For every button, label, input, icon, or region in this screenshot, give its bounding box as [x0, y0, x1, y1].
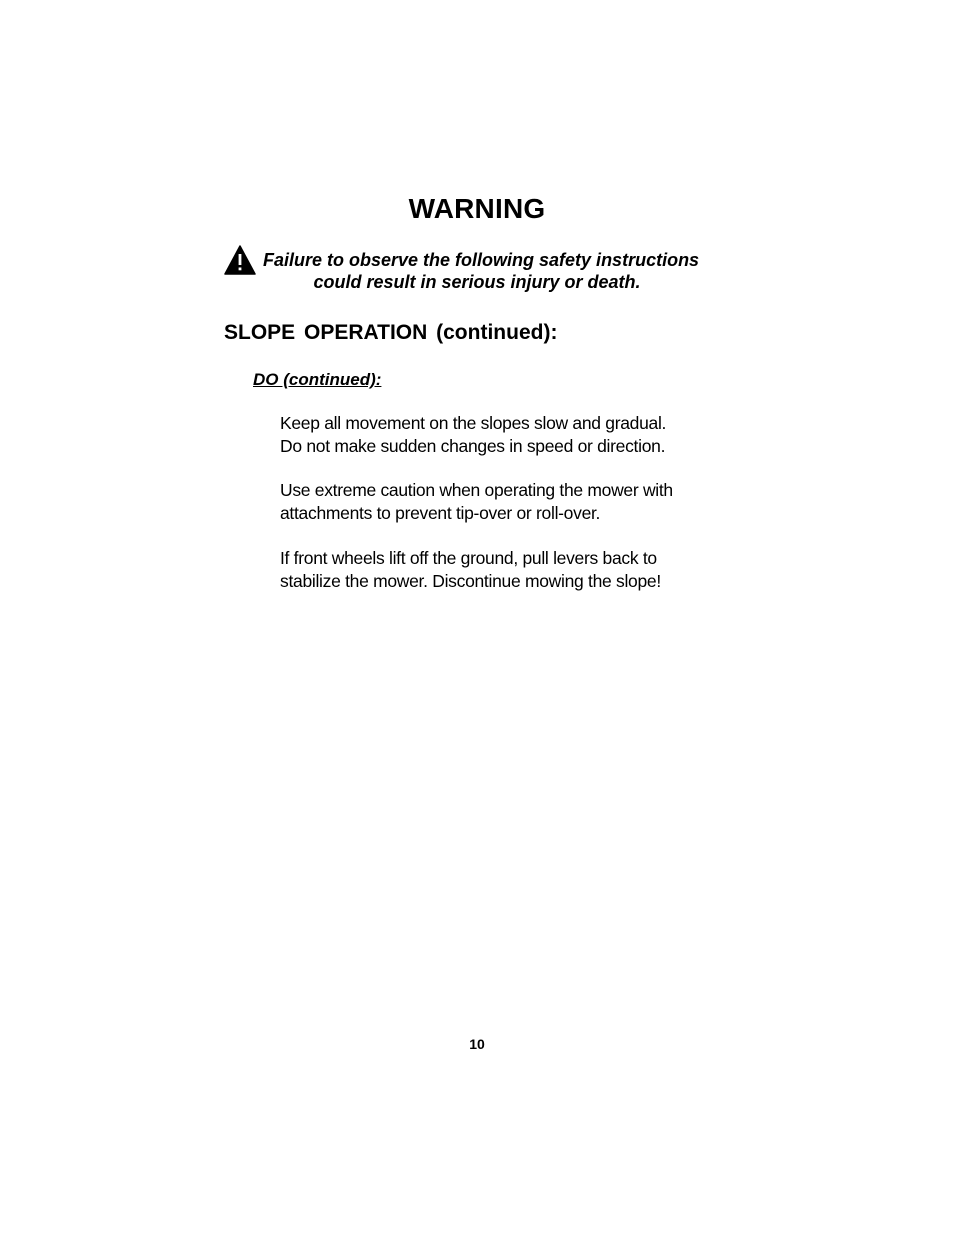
- page-number: 10: [469, 1036, 485, 1052]
- paragraph-line: attachments to prevent tip-over or roll-over.: [280, 502, 601, 523]
- paragraph: [280, 547, 710, 592]
- paragraph-line: Do not make sudden changes in speed or direction.: [280, 435, 666, 456]
- section-heading: SLOPE OPERATION (continued):: [224, 321, 558, 344]
- warning-text-line-2: could result in serious injury or death.: [313, 272, 641, 292]
- subheading: DO (continued):: [253, 370, 382, 389]
- paragraph-line: If front wheels lift off the ground, pull levers back to: [280, 548, 657, 568]
- paragraph-line: Use extreme caution when operating the mower with: [280, 480, 673, 500]
- paragraph: [280, 412, 710, 457]
- warning-text-line-1: Failure to observe the following safety instructions: [263, 250, 700, 270]
- paragraph-line: stabilize the mower. Discontinue mowing the slope!: [280, 570, 661, 591]
- warning-triangle-icon: [224, 245, 256, 275]
- page-title: WARNING: [408, 193, 546, 224]
- paragraph-line: Keep all movement on the slopes slow and gradual.: [280, 413, 667, 433]
- paragraph: [280, 479, 710, 524]
